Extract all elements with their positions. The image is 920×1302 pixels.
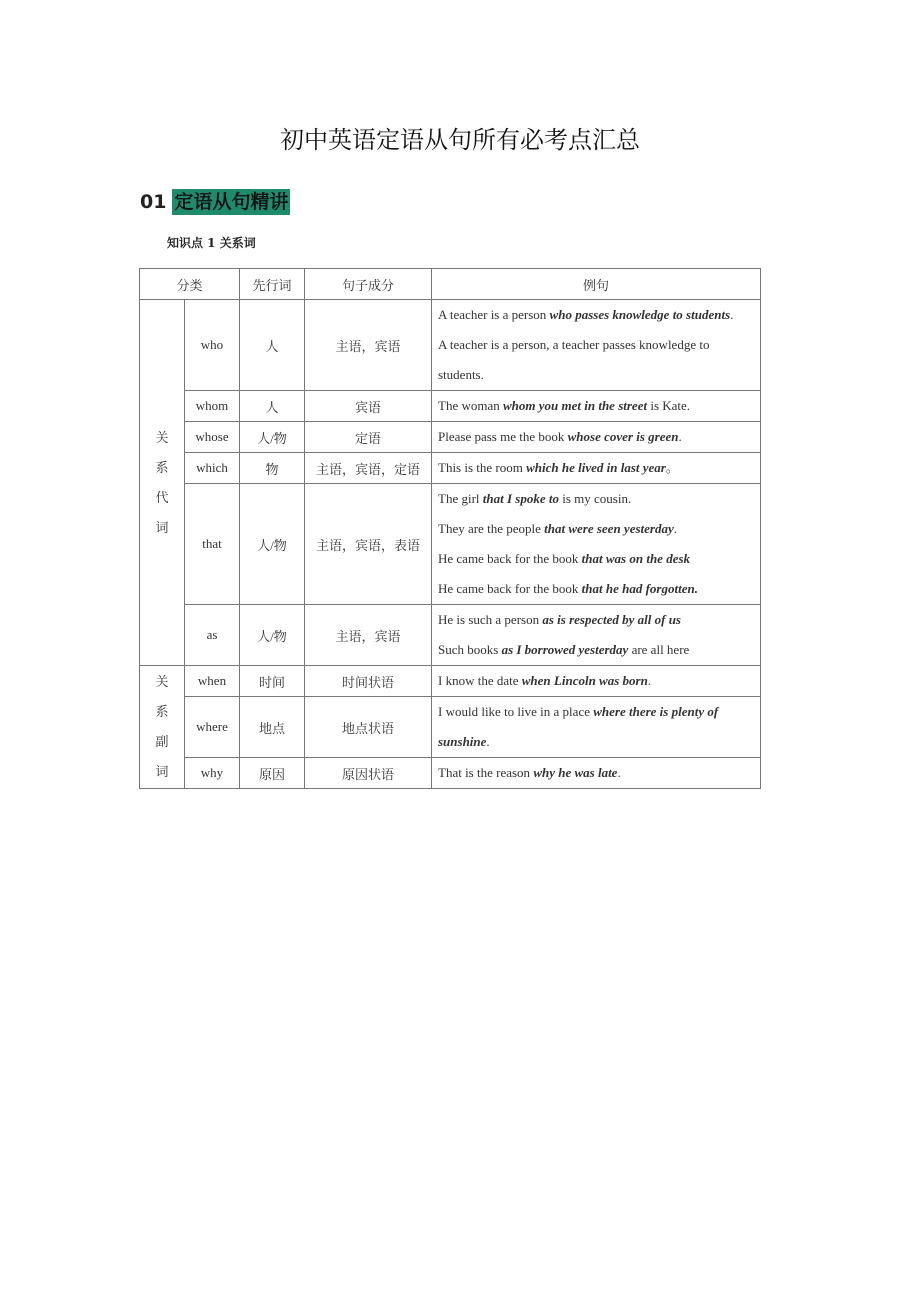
knowledge-point-heading: 知识点 1 关系词 [167,236,256,250]
table-row [140,422,761,453]
table-row [140,605,761,666]
example-sentence [438,330,754,360]
sentence-text: I know the date [438,673,522,688]
clause-highlight: why he was late [533,765,618,780]
clause-highlight: where there is plenty of [593,704,719,719]
example-sentence [438,544,754,574]
table-row [140,453,761,484]
category-char: 关 [155,429,169,445]
example-cell [432,605,761,666]
sentence-role: 原因状语 [305,758,432,789]
example-sentence [438,758,754,788]
example-cell [432,300,761,391]
relative-word: when [185,666,240,697]
example-sentence [438,574,754,604]
clause-highlight: sunshine [438,734,487,749]
antecedent: 人/物 [240,422,305,453]
sentence-text: . [617,765,621,780]
category-char: 副 [155,734,169,749]
clause-highlight: as is respected by all of us [542,612,681,627]
relative-word: whom [185,391,240,422]
sentence-text: . [673,521,677,536]
clause-highlight: which he lived in last year [526,460,666,475]
example-sentence [438,514,754,544]
example-cell [432,666,761,697]
sentence-role: 宾语 [305,391,432,422]
sentence-text: is my cousin. [558,491,632,506]
example-sentence [438,635,754,665]
example-cell [432,758,761,789]
sentence-role: 地点状语 [305,697,432,758]
example-cell [432,391,761,422]
clause-highlight: as I borrowed yesterday [501,642,629,657]
sentence-text: They are the people [438,521,545,536]
relative-words-table [139,268,761,789]
header-example: 例句 [432,269,761,300]
header-category: 分类 [140,269,240,300]
category-char: 系 [155,704,169,719]
relative-word: where [185,697,240,758]
sentence-text: students. [438,367,484,382]
example-cell [432,453,761,484]
antecedent: 人 [240,300,305,391]
sentence-text: 。 [665,460,679,475]
sentence-text: He is such a person [438,612,543,627]
clause-highlight: that I spoke to [482,491,559,506]
relative-word: as [185,605,240,666]
example-cell [432,697,761,758]
category-cell [140,300,185,666]
example-sentence [438,484,754,514]
sentence-text: I would like to live in a place [438,704,594,719]
relative-word: which [185,453,240,484]
sentence-text: The woman [438,398,503,413]
sentence-text: . [486,734,490,749]
table-row [140,300,761,391]
clause-highlight: whose cover is green [567,429,679,444]
section-heading [140,187,290,214]
table-row [140,758,761,789]
header-antecedent: 先行词 [240,269,305,300]
table-row [140,391,761,422]
category-char: 词 [155,764,169,779]
clause-highlight: that were seen yesterday [544,521,674,536]
example-cell [432,484,761,605]
sentence-text: Such books [438,642,502,657]
sentence-text: He came back for the book [438,581,582,596]
category-cell [140,666,185,789]
sentence-text: That is the reason [438,765,534,780]
sentence-text: A teacher is a person, a teacher passes knowledge to [438,337,710,352]
sentence-text: . [678,429,682,444]
example-cell [432,422,761,453]
sentence-role: 主语，宾语，定语 [305,453,432,484]
category-char: 系 [155,459,169,475]
antecedent: 时间 [240,666,305,697]
sentence-text: . [647,673,652,688]
document-title: 初中英语定语从句所有必考点汇总 [280,126,640,154]
example-sentence [438,605,754,635]
relative-word: who [185,300,240,391]
sentence-role: 主语，宾语 [305,605,432,666]
section-number: 01 [140,191,167,213]
sentence-role: 主语，宾语 [305,300,432,391]
antecedent: 人/物 [240,605,305,666]
relative-word: that [185,484,240,605]
sentence-text: A teacher is a person [438,307,550,322]
antecedent: 地点 [240,697,305,758]
example-sentence [438,300,754,330]
antecedent: 物 [240,453,305,484]
sentence-text: This is the room [438,460,527,475]
clause-highlight: that was on the desk [581,551,691,566]
clause-highlight: whom you met in the street [502,398,648,413]
sentence-text: is Kate. [647,398,691,413]
category-char: 代 [155,489,169,505]
category-char: 词 [155,519,169,535]
sentence-role: 定语 [305,422,432,453]
section-label: 定语从句精讲 [174,191,289,213]
sentence-text: are all here [628,642,690,657]
sentence-role: 时间状语 [305,666,432,697]
example-sentence [438,422,754,452]
example-sentence [438,727,754,757]
clause-highlight: when Lincoln was born [521,673,648,688]
sentence-text: Please pass me the book [438,429,568,444]
sentence-text: The girl [438,491,483,506]
antecedent: 原因 [240,758,305,789]
table-row [140,484,761,605]
example-sentence [438,453,754,483]
example-sentence [438,697,754,727]
sentence-text: . [730,307,734,322]
example-sentence [438,666,754,696]
category-char: 关 [155,674,169,689]
header-role: 句子成分 [305,269,432,300]
relative-word: whose [185,422,240,453]
relative-word: why [185,758,240,789]
clause-highlight: that he had forgotten. [581,581,698,596]
clause-highlight: who passes knowledge to students [549,307,731,322]
table-row [140,666,761,697]
table-row [140,697,761,758]
example-sentence [438,391,754,421]
antecedent: 人 [240,391,305,422]
antecedent: 人/物 [240,484,305,605]
sentence-role: 主语，宾语，表语 [305,484,432,605]
sentence-text: He came back for the book [438,551,582,566]
example-sentence [438,360,754,390]
